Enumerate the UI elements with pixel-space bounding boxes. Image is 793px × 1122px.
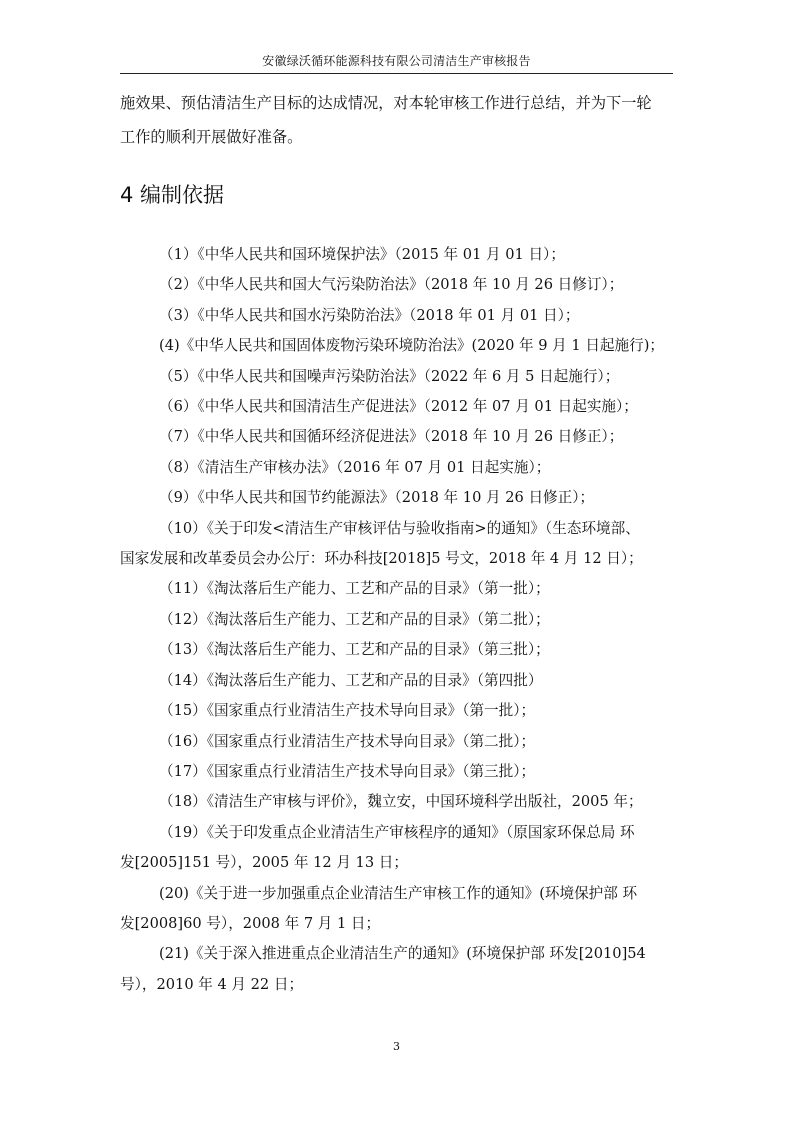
intro-line: 施效果、预估清洁生产目标的达成情况，对本轮审核工作进行总结，并为下一轮	[120, 94, 652, 112]
reference-item: （14）《淘汰落后生产能力、工艺和产品的目录》（第四批）	[159, 671, 543, 689]
reference-item: （5）《中华人民共和国噪声污染防治法》（2022 年 6 月 5 日起施行）；	[159, 367, 620, 385]
reference-item: （7）《中华人民共和国循环经济促进法》（2018 年 10 月 26 日修正）；	[159, 428, 624, 446]
reference-item: （19）《关于印发重点企业清洁生产审核程序的通知》（原国家环保总局 环	[159, 823, 635, 841]
section-heading: 4 编制依据	[120, 183, 225, 207]
reference-item-continuation: 发[2005]151 号），2005 年 12 月 13 日；	[120, 854, 408, 872]
reference-list	[120, 240, 673, 1000]
reference-item: (20)《关于进一步加强重点企业清洁生产审核工作的通知》(环境保护部 环	[159, 884, 638, 902]
reference-item: （16）《国家重点行业清洁生产技术导向目录》（第二批）；	[159, 732, 536, 750]
reference-item: （8）《清洁生产审核办法》（2016 年 07 月 01 日起实施）；	[159, 458, 551, 476]
running-header: 安徽绿沃循环能源科技有限公司清洁生产审核报告	[262, 54, 531, 68]
reference-item: （15）《国家重点行业清洁生产技术导向目录》（第一批）；	[159, 702, 536, 720]
header-divider	[120, 73, 673, 74]
reference-item: （11）《淘汰落后生产能力、工艺和产品的目录》（第一批）；	[159, 580, 550, 598]
reference-item-continuation: 国家发展和改革委员会办公厅：环办科技[2018]5 号文，2018 年 4 月 12 日）；	[120, 550, 643, 568]
reference-item: (21)《关于深入推进重点企业清洁生产的通知》(环境保护部 环发[2010]54	[159, 945, 646, 963]
reference-item: （9）《中华人民共和国节约能源法》（2018 年 10 月 26 日修正）；	[159, 489, 595, 507]
reference-item: （3）《中华人民共和国水污染防治法》（2018 年 01 月 01 日）；	[159, 306, 580, 324]
reference-item: （12）《淘汰落后生产能力、工艺和产品的目录》（第二批）；	[159, 610, 550, 628]
reference-item: （1）《中华人民共和国环境保护法》（2015 年 01 月 01 日）；	[159, 246, 565, 263]
reference-item: (4)《中华人民共和国固体废物污染环境防治法》(2020 年 9 月 1 日起施行)；	[159, 337, 664, 355]
reference-item: （6）《中华人民共和国清洁生产促进法》（2012 年 07 月 01 日起实施）；	[159, 398, 638, 416]
intro-line: 工作的顺利开展做好准备。	[120, 128, 303, 146]
intro-paragraph	[120, 86, 673, 154]
reference-item-continuation: 号），2010 年 4 月 22 日；	[120, 975, 304, 993]
reference-item: （18）《清洁生产审核与评价》，魏立安，中国环境科学出版社，2005 年；	[159, 793, 643, 811]
reference-item: （10）《关于印发<清洁生产审核评估与验收指南>的通知》（生态环境部、	[159, 519, 640, 537]
reference-item: （13）《淘汰落后生产能力、工艺和产品的目录》（第三批）；	[159, 641, 550, 659]
reference-item-continuation: 发[2008]60 号），2008 年 7 月 1 日；	[120, 914, 381, 932]
reference-item: （17）《国家重点行业清洁生产技术导向目录》（第三批）；	[159, 762, 536, 780]
page-number: 3	[393, 1040, 400, 1053]
reference-item: （2）《中华人民共和国大气污染防治法》（2018 年 10 月 26 日修订）；	[159, 276, 624, 294]
